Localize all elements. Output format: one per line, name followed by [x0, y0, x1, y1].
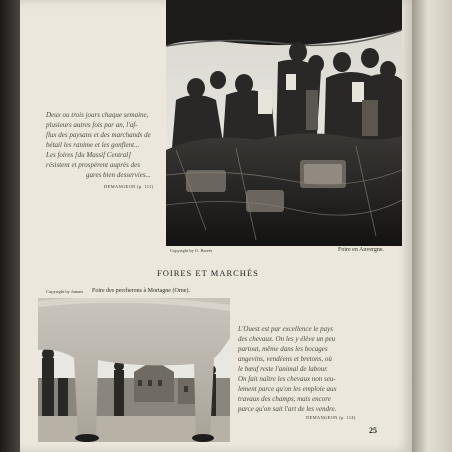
horse-fair-photo — [38, 298, 230, 442]
quote-line: Deux ou trois jours chaque semaine, — [46, 111, 149, 119]
top-quote-signature: DEMANGEON (p. 111) — [104, 184, 154, 189]
quote-line: angevins, vendéens et bretons, où — [238, 355, 332, 363]
book-page-edges — [412, 0, 452, 452]
quote-line: gares bien desservies... — [86, 171, 151, 179]
page-number: 25 — [369, 426, 377, 435]
quote-line: plusieurs autres fois par an, l'af- — [46, 121, 138, 129]
quote-line: travaux des champs, mais encore — [238, 395, 331, 403]
bottom-photo-credit: Copyright by Jamais — [46, 289, 84, 294]
quote-line: flux des paysans et des marchands de — [46, 131, 151, 139]
quote-line: bétail les ranime et les gonflent... — [46, 141, 140, 149]
top-quote — [46, 110, 162, 180]
quote-line: parce qu'on sait l'art de les vendre. — [238, 405, 337, 413]
quote-line: le bœuf reste l'animal de labour. — [238, 365, 328, 373]
quote-line: résistent et prospèrent auprès des — [46, 161, 140, 169]
quote-line: On fait naître les chevaux non seu- — [238, 375, 336, 383]
bottom-quote — [238, 324, 368, 414]
top-photo-credit: Copyright by G. Barrès — [170, 248, 213, 253]
bottom-photo-caption: Foire des percherons à Mortagne (Orne). — [92, 288, 190, 294]
quote-line: Les foires [du Massif Central] — [46, 151, 131, 159]
top-photo-caption: Foire en Auvergne. — [338, 247, 385, 253]
book-gutter-left — [0, 0, 20, 452]
quote-line: des chevaux. On les y élève un peu — [238, 335, 336, 343]
bottom-quote-signature: DEMANGEON (p. 114) — [306, 415, 356, 420]
quote-line: lement parce qu'on les emploie aux — [238, 385, 337, 393]
market-photo — [166, 0, 402, 246]
section-title: FOIRES ET MARCHÉS — [157, 268, 259, 278]
quote-line: L'Ouest est par excellence le pays — [238, 325, 333, 333]
quote-line: partout, même dans les bocages — [238, 345, 328, 353]
